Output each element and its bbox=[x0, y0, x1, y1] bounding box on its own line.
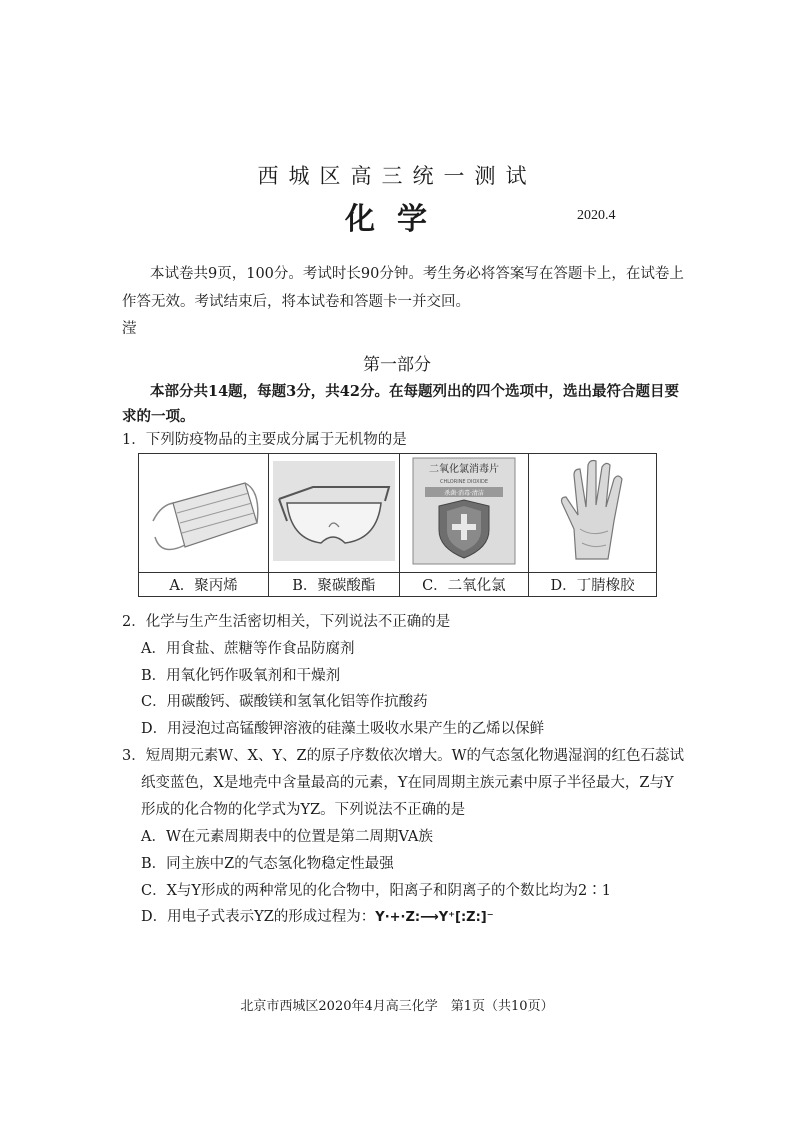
q1-image-cell-d bbox=[529, 454, 657, 573]
q2-option-b: B．用氧化钙作吸氧剂和干燥剂 bbox=[141, 668, 341, 684]
intro-line-1: 本试卷共9页，100分。考试时长90分钟。考生务必将答案写在答题卡上，在试卷上 bbox=[150, 266, 684, 282]
q2-option-d: D．用浸泡过高锰酸钾溶液的硅藻土吸收水果产生的乙烯以保鲜 bbox=[141, 721, 545, 737]
face-mask-icon bbox=[145, 461, 263, 561]
safety-goggles-icon bbox=[273, 461, 395, 561]
q3-option-d bbox=[141, 907, 494, 928]
q2-stem: 2．化学与生产生活密切相关，下列说法不正确的是 bbox=[122, 614, 451, 630]
exam-date: 2020.4 bbox=[577, 208, 616, 223]
q1-image-cell-b bbox=[269, 454, 399, 573]
q1-stem: 1．下列防疫物品的主要成分属于无机物的是 bbox=[122, 432, 407, 448]
q2-option-c: C．用碳酸钙、碳酸镁和氢氧化铝等作抗酸药 bbox=[141, 694, 428, 710]
q3-stem-line-1: 3．短周期元素W、X、Y、Z的原子序数依次增大。W的气态氢化物遇湿润的红色石蕊试 bbox=[122, 748, 684, 764]
q1-image-cell-c bbox=[399, 454, 529, 573]
q2-option-a: A．用食盐、蔗糖等作食品防腐剂 bbox=[141, 641, 355, 657]
q3-option-a: A．W在元素周期表中的位置是第二周期VA族 bbox=[141, 829, 433, 845]
q1-option-b: B．聚碳酸酯 bbox=[269, 573, 399, 597]
q3-formula-product: Y⁺[:Z:]⁻ bbox=[438, 910, 494, 925]
intro-line-2: 作答无效。考试结束后，将本试卷和答题卡一并交回。 bbox=[122, 294, 470, 310]
stray-character: 滢 bbox=[122, 321, 137, 337]
q3-formula-arrow: ⟶ bbox=[420, 910, 439, 925]
q1-option-a: A．聚丙烯 bbox=[139, 573, 269, 597]
section-title: 第一部分 bbox=[363, 355, 431, 375]
packet-english-name: CHLORINE DIOXIDE bbox=[439, 479, 488, 485]
disinfectant-packet-icon bbox=[409, 456, 519, 566]
rubber-glove-icon bbox=[558, 459, 628, 563]
page-footer: 北京市西城区2020年4月高三化学 第1页（共10页） bbox=[240, 999, 554, 1014]
packet-subtitle: 杀菌·消毒·清洁 bbox=[443, 490, 484, 497]
q1-options-table bbox=[138, 453, 657, 597]
q1-option-d: D．丁腈橡胶 bbox=[529, 573, 657, 597]
subject-title: 化学 bbox=[345, 202, 449, 237]
q1-option-c: C．二氧化氯 bbox=[399, 573, 529, 597]
packet-title: 二氧化氯消毒片 bbox=[428, 464, 499, 475]
q3-option-d-text: D．用电子式表示YZ的形成过程为： bbox=[141, 909, 376, 925]
section-instruction-line-2: 求的一项。 bbox=[122, 408, 195, 425]
q1-image-cell-a bbox=[139, 454, 269, 573]
q3-option-c: C．X与Y形成的两种常见的化合物中，阳离子和阴离子的个数比均为2∶1 bbox=[141, 883, 611, 899]
section-instruction-line-1: 本部分共14题，每题3分，共42分。在每题列出的四个选项中，选出最符合题目要 bbox=[150, 383, 679, 400]
q3-option-b: B．同主族中Z的气态氢化物稳定性最强 bbox=[141, 856, 394, 872]
q3-stem-line-2: 纸变蓝色，X是地壳中含量最高的元素，Y在同周期主族元素中原子半径最大，Z与Y bbox=[141, 775, 674, 791]
q3-formula-reactants: Y·+·Z: bbox=[375, 910, 421, 925]
exam-title: 西城区高三统一测试 bbox=[257, 164, 537, 188]
q3-stem-line-3: 形成的化合物的化学式为YZ。下列说法不正确的是 bbox=[141, 802, 466, 818]
